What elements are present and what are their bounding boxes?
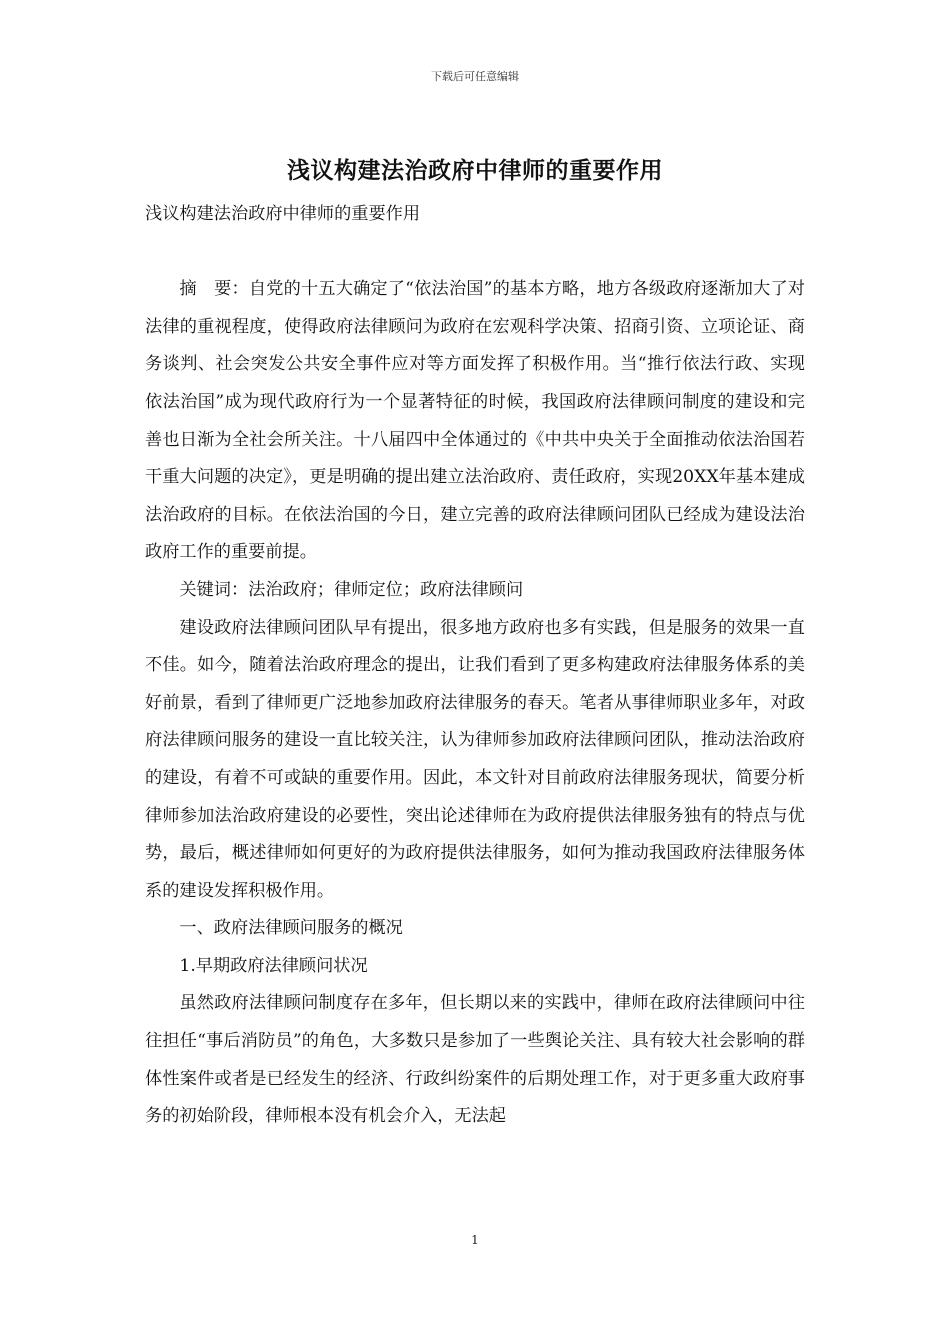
subsection-heading: 1.早期政府法律顾问状况 xyxy=(179,955,368,976)
blank-line xyxy=(145,234,805,272)
section-heading: 一、政府法律顾问服务的概况 xyxy=(179,918,403,939)
body-paragraph: 虽然政府法律顾问制度存在多年，但长期以来的实践中，律师在政府法律顾问中往往担任“事后消防员”的角色，大多数只是参加了一些舆论关注、具有较大社会影响的群体性案件或者是已经发生的经济、行政纠纷案件的后期处理工作，对于更多重大政府事务的初始阶段，律师根本没有机会介入，无法起 xyxy=(145,993,805,1127)
document-subtitle: 浅议构建法治政府中律师的重要作用 xyxy=(145,204,421,224)
page-number: 1 xyxy=(471,1233,479,1247)
abstract-paragraph: 摘 要：自党的十五大确定了“依法治国”的基本方略，地方各级政府逐渐加大了对法律的重视程度，使得政府法律顾问为政府在宏观科学决策、招商引资、立项论证、商务谈判、社会突发公共安全事件应对等方面发挥了积极作用。当“推行依法行政、实现依法治国”成为现代政府行为一个显著特征的时候，我国政府法律顾问制度的建设和完善也日渐为全社会所关注。十八届四中全体通过的《中共中央关于全面推动依法治国若干重大问题的决定》，更是明确的提出建立法治政府、责任政府，实现20XX年基本建成法治政府的目标。在依法治国的今日，建立完善的政府法律顾问团队已经成为建设法治政府工作的重要前提。 xyxy=(145,279,805,563)
document-title: 浅议构建法治政府中律师的重要作用 xyxy=(287,157,663,184)
document-body xyxy=(145,196,805,1136)
intro-paragraph: 建设政府法律顾问团队早有提出，很多地方政府也多有实践，但是服务的效果一直不佳。如今，随着法治政府理念的提出，让我们看到了更多构建政府法律服务体系的美好前景，看到了律师更广泛地参加政府法律服务的春天。笔者从事律师职业多年，对政府法律顾问服务的建设一直比较关注，认为律师参加政府法律顾问团队，推动法治政府的建设，有着不可或缺的重要作用。因此，本文针对目前政府法律服务现状，简要分析律师参加法治政府建设的必要性，突出论述律师在为政府提供法律服务独有的特点与优势，最后，概述律师如何更好的为政府提供法律服务，如何为推动我国政府法律服务体系的建设发挥积极作用。 xyxy=(145,617,805,901)
keywords-line: 关键词：法治政府；律师定位；政府法律顾问 xyxy=(179,579,524,600)
page-header: 下载后可任意编辑 xyxy=(431,70,519,83)
